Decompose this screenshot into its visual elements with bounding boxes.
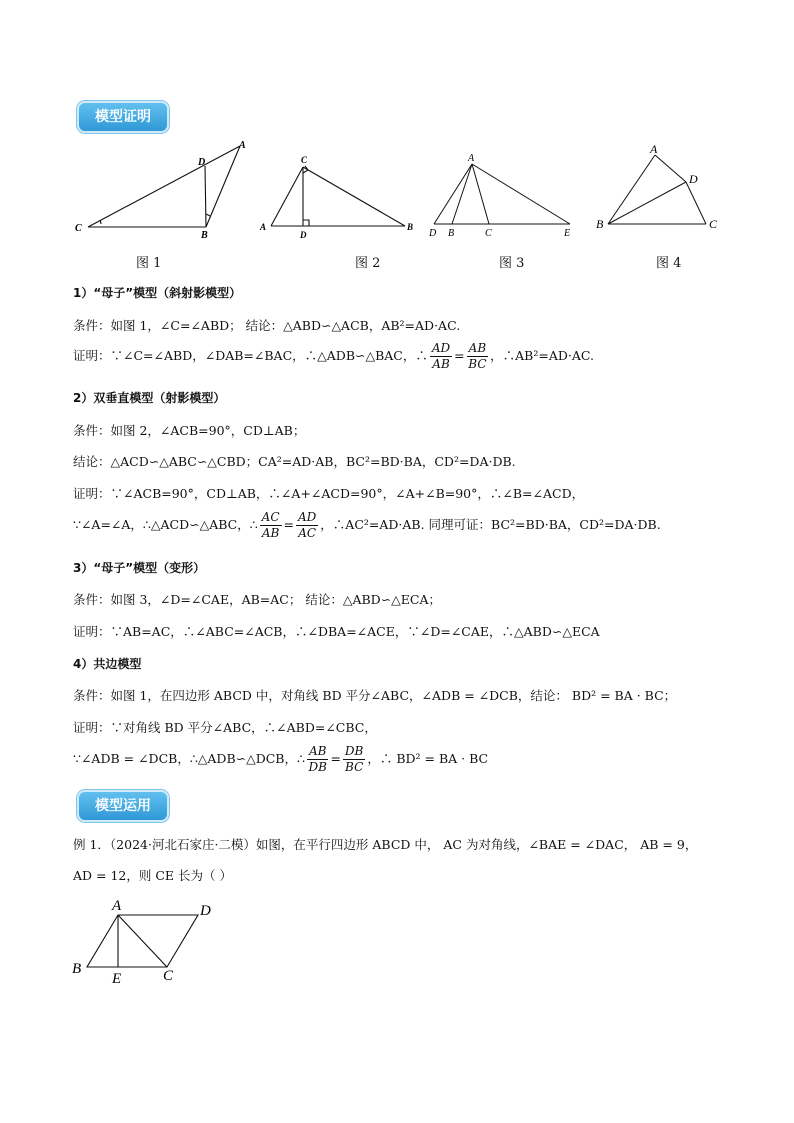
- figure-caption: 图 3: [499, 256, 525, 271]
- example-label: C: [163, 968, 174, 984]
- section-4-title: 4）共边模型: [73, 657, 142, 671]
- numerator: DB: [344, 744, 364, 758]
- numerator: AB: [468, 341, 487, 355]
- example-label: A: [112, 898, 122, 914]
- section-2-conclusion: 结论：△ACD∽△ABC∽△CBD；CA²=AD·AB，BC²=BD·BA，CD²=DA·DB.: [73, 454, 516, 469]
- fraction: [343, 744, 365, 775]
- section-4-proof-1: 证明：∵对角线 BD 平分∠ABC，∴∠ABD=∠CBC，: [73, 720, 377, 735]
- section-1-proof: 证明：∵∠C=∠ABD，∠DAB=∠BAC，∴△ADB∽△BAC，∴ $\frac{AD}{AB}$ = $\frac{AB}{BC}$ ，∴AB²=AD·AC.: [73, 341, 594, 371]
- fig2-label: A: [260, 222, 267, 232]
- fig3-label: B: [448, 228, 455, 239]
- fraction: [430, 341, 452, 372]
- example-1-line-2: AD = 12，则 CE 长为（ ）: [73, 868, 232, 883]
- numerator: AD: [298, 510, 317, 524]
- example-label: D: [200, 903, 211, 919]
- figure-4: [590, 140, 730, 238]
- fig1-label: B: [201, 230, 208, 241]
- section-2-title: 2）双垂直模型（射影模型）: [73, 391, 226, 405]
- section-4-condition: 条件：如图 1，在四边形 ABCD 中，对角线 BD 平分∠ABC，∠ADB = ∠DCB，结论： BD² = BA · BC；: [73, 688, 677, 703]
- example-label: B: [72, 961, 82, 977]
- fig2-label: B: [407, 222, 414, 232]
- fig4-label: D: [689, 172, 698, 186]
- fig1-label: D: [198, 157, 206, 168]
- section-3-condition: 条件：如图 3，∠D=∠CAE，AB=AC； 结论：△ABD∽△ECA；: [73, 592, 441, 607]
- figure-2: [255, 150, 420, 240]
- fig3-label: E: [564, 228, 571, 239]
- fraction: [296, 510, 318, 541]
- section-tag-proof: 模型证明: [77, 101, 169, 133]
- denominator: DB: [308, 760, 327, 774]
- section-3-proof: 证明：∵AB=AC，∴∠ABC=∠ACB，∴∠DBA=∠ACE，∵∠D=∠CAE，∴△ABD∽△ECA: [73, 624, 600, 639]
- numerator: AC: [261, 510, 280, 524]
- example-1-line-1: 例 1．（2024·河北石家庄·二模）如图，在平行四边形 ABCD 中， AC 为对角线，∠BAE = ∠DAC， AB = 9，: [73, 837, 698, 852]
- proof-text: ∵∠A=∠A，∴△ACD∽△ABC，∴: [73, 517, 258, 532]
- numerator: AB: [308, 744, 327, 758]
- fig2-label: D: [300, 230, 307, 240]
- figure-caption: 图 2: [355, 256, 381, 271]
- fig2-label: C: [301, 155, 308, 165]
- section-2-condition: 条件：如图 2，∠ACB=90°，CD⊥AB；: [73, 423, 306, 438]
- numerator: AD: [431, 341, 451, 355]
- fig3-label: C: [485, 228, 492, 239]
- section-1-title: 1）“母子”模型（斜射影模型）: [73, 286, 242, 300]
- example-figure: [70, 895, 230, 990]
- section-2-proof-2: ∵∠A=∠A，∴△ACD∽△ABC，∴ $\frac{AC}{AB}$ = $\frac{AD}{AC}$ ，∴AC²=AD·AB. 同理可证：BC²=BD·BA，CD²=DA·DB.: [73, 510, 661, 540]
- section-tag-apply: 模型运用: [77, 790, 169, 822]
- proof-text: ∵∠ADB = ∠DCB，∴△ADB∽△DCB，∴: [73, 751, 305, 766]
- example-label: E: [112, 971, 122, 987]
- fig4-label: B: [596, 217, 604, 231]
- section-4-proof-2: ∵∠ADB = ∠DCB，∴△ADB∽△DCB，∴ $\frac{AB}{DB}$ = $\frac{DB}{BC}$ ，∴ BD² = BA · BC: [73, 744, 489, 774]
- proof-text: ，∴AB²=AD·AC.: [490, 348, 594, 363]
- denominator: AB: [261, 526, 280, 540]
- fraction: [307, 744, 328, 775]
- denominator: BC: [345, 760, 364, 774]
- figure-3: [422, 150, 582, 240]
- fig4-label: C: [709, 217, 718, 231]
- figure-caption: 图 4: [656, 256, 682, 271]
- denominator: AC: [298, 526, 317, 540]
- denominator: BC: [468, 357, 487, 371]
- fraction: [467, 341, 488, 372]
- section-1-condition: 条件：如图 1，∠C=∠ABD； 结论：△ABD∽△ACB，AB²=AD·AC.: [73, 318, 461, 333]
- proof-text: ，∴AC²=AD·AB. 同理可证：BC²=BD·BA，CD²=DA·DB.: [320, 517, 661, 532]
- section-2-proof-1: 证明：∵∠ACB=90°，CD⊥AB，∴∠A+∠ACD=90°，∠A+∠B=90°，∴∠B=∠ACD，: [73, 486, 585, 501]
- fig4-label: A: [650, 142, 658, 156]
- proof-text: ，∴ BD² = BA · BC: [367, 751, 489, 766]
- section-3-title: 3）“母子”模型（变形）: [73, 561, 206, 575]
- fig3-label: D: [429, 228, 437, 239]
- figure-1: [70, 138, 255, 243]
- fraction: [260, 510, 282, 541]
- fig1-label: A: [239, 140, 246, 151]
- figure-caption: 图 1: [136, 256, 162, 271]
- fig3-label: A: [468, 153, 475, 164]
- proof-text: 证明：∵∠C=∠ABD，∠DAB=∠BAC，∴△ADB∽△BAC，∴: [73, 348, 428, 363]
- fig1-label: C: [75, 223, 82, 234]
- denominator: AB: [432, 357, 450, 371]
